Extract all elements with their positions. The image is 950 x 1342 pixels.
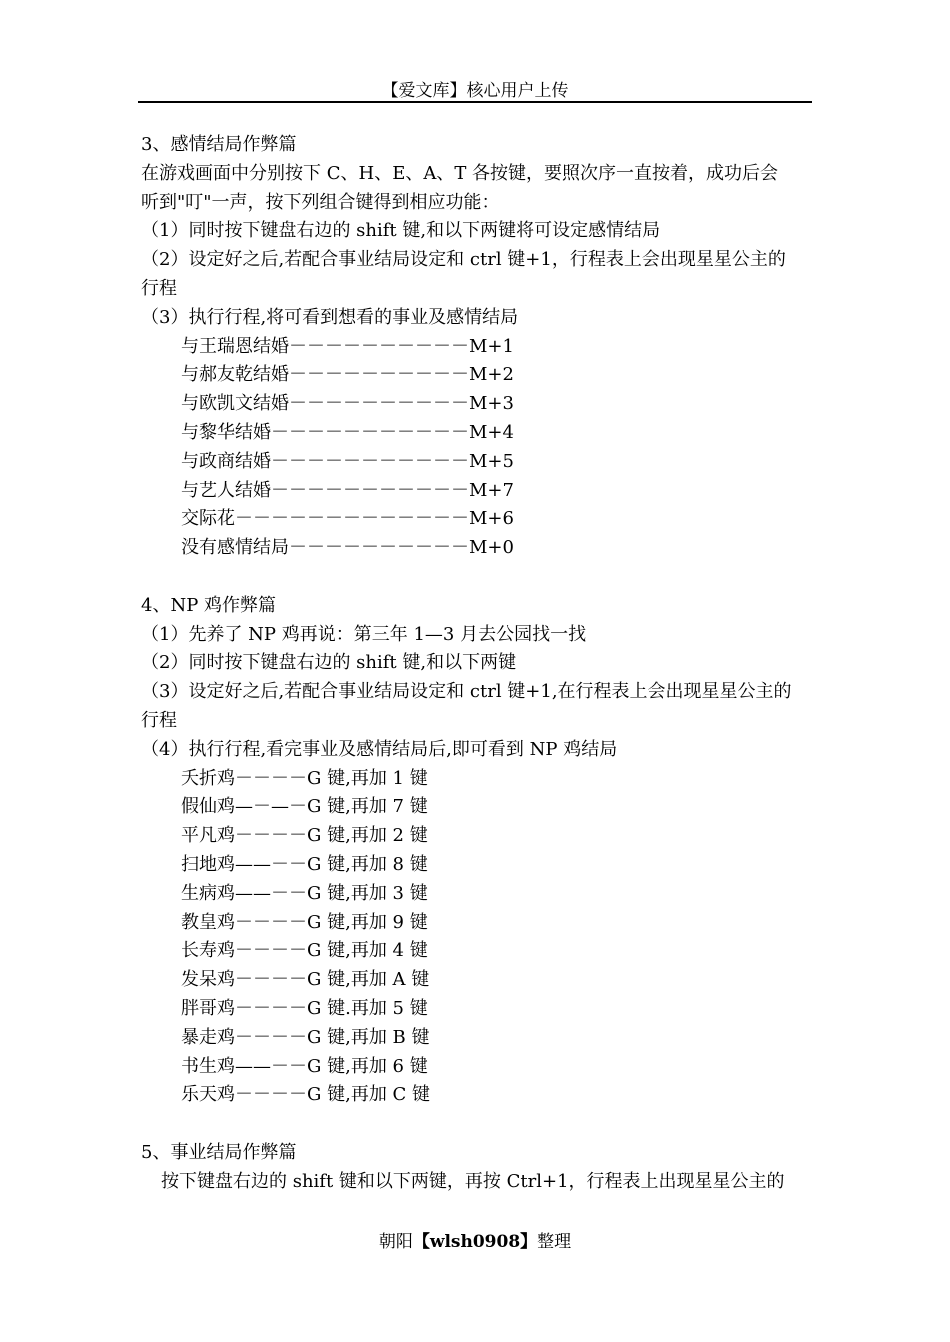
list-item: 与政商结婚－－－－－－－－－－－M+5 bbox=[181, 450, 514, 472]
list-item: 平凡鸡－－－－G 键,再加 2 键 bbox=[181, 825, 428, 847]
list-item: 与黎华结婚－－－－－－－－－－－M+4 bbox=[181, 421, 514, 443]
paragraph-line: 听到"叮"一声，按下列组合键得到相应功能： bbox=[141, 191, 500, 213]
list-item: 假仙鸡—－—－G 键,再加 7 键 bbox=[181, 796, 428, 818]
list-item: 夭折鸡－－－－G 键,再加 1 键 bbox=[181, 767, 428, 789]
list-item: 书生鸡——－－G 键,再加 6 键 bbox=[181, 1055, 428, 1077]
paragraph-line: 行程 bbox=[141, 709, 177, 731]
spacer bbox=[141, 563, 813, 592]
list-item: 与郝友乾结婚－－－－－－－－－－M+2 bbox=[181, 364, 514, 386]
list-item: 暴走鸡－－－－G 键,再加 B 键 bbox=[181, 1026, 430, 1048]
list-item: 长寿鸡－－－－G 键,再加 4 键 bbox=[181, 940, 428, 962]
list-item: 扫地鸡——－－G 键,再加 8 键 bbox=[181, 853, 428, 875]
paragraph-line: （4）执行行程,看完事业及感情结局后,即可看到 NP 鸡结局 bbox=[141, 738, 618, 760]
paragraph-line: （1）先养了 NP 鸡再说：第三年 1—3 月去公园找一找 bbox=[141, 623, 587, 645]
list-item: 生病鸡——－－G 键,再加 3 键 bbox=[181, 882, 428, 904]
list-item: 与欧凯文结婚－－－－－－－－－－M+3 bbox=[181, 393, 514, 415]
header-rule bbox=[138, 101, 812, 103]
page-content bbox=[141, 131, 813, 1196]
footer-prefix: 朝阳 bbox=[378, 1232, 413, 1252]
paragraph-line: 在游戏画面中分别按下 C、H、E、A、T 各按键，要照次序一直按着，成功后会 bbox=[141, 162, 779, 184]
paragraph-line: （3）执行行程,将可看到想看的事业及感情结局 bbox=[141, 306, 519, 328]
paragraph-line: （3）设定好之后,若配合事业结局设定和 ctrl 键+1,在行程表上会出现星星公主的 bbox=[141, 681, 792, 703]
list-item: 没有感情结局－－－－－－－－－－M+0 bbox=[181, 537, 514, 559]
paragraph-line: （2）同时按下键盘右边的 shift 键,和以下两键 bbox=[141, 652, 517, 674]
footer-suffix: 整理 bbox=[537, 1232, 572, 1252]
list-item: 发呆鸡－－－－G 键,再加 A 键 bbox=[181, 969, 430, 991]
list-item: 教皇鸡－－－－G 键,再加 9 键 bbox=[181, 911, 428, 933]
footer-author: 【wlsh0908】 bbox=[412, 1232, 538, 1252]
list-item: 与艺人结婚－－－－－－－－－－－M+7 bbox=[181, 479, 514, 501]
paragraph-line: （1）同时按下键盘右边的 shift 键,和以下两键将可设定感情结局 bbox=[141, 220, 661, 242]
page-footer bbox=[0, 1231, 950, 1253]
list-item: 乐天鸡－－－－G 键,再加 C 键 bbox=[181, 1084, 431, 1106]
list-item: 与王瑞恩结婚－－－－－－－－－－M+1 bbox=[181, 335, 514, 357]
list-item: 交际花－－－－－－－－－－－－－M+6 bbox=[181, 508, 514, 530]
paragraph-line: 行程 bbox=[141, 277, 177, 299]
section-title: 3、感情结局作弊篇 bbox=[141, 134, 297, 155]
list-item: 胖哥鸡－－－－G 键.再加 5 键 bbox=[181, 997, 428, 1019]
paragraph-line: 按下键盘右边的 shift 键和以下两键，再按 Ctrl+1，行程表上出现星星公主的 bbox=[161, 1170, 785, 1192]
section-title: 5、事业结局作弊篇 bbox=[141, 1141, 297, 1163]
paragraph-line: （2）设定好之后,若配合事业结局设定和 ctrl 键+1，行程表上会出现星星公主的 bbox=[141, 249, 786, 271]
page-header: 【爱文库】核心用户上传 bbox=[381, 81, 569, 101]
spacer bbox=[141, 1110, 813, 1139]
section-title: 4、NP 鸡作弊篇 bbox=[141, 594, 277, 616]
